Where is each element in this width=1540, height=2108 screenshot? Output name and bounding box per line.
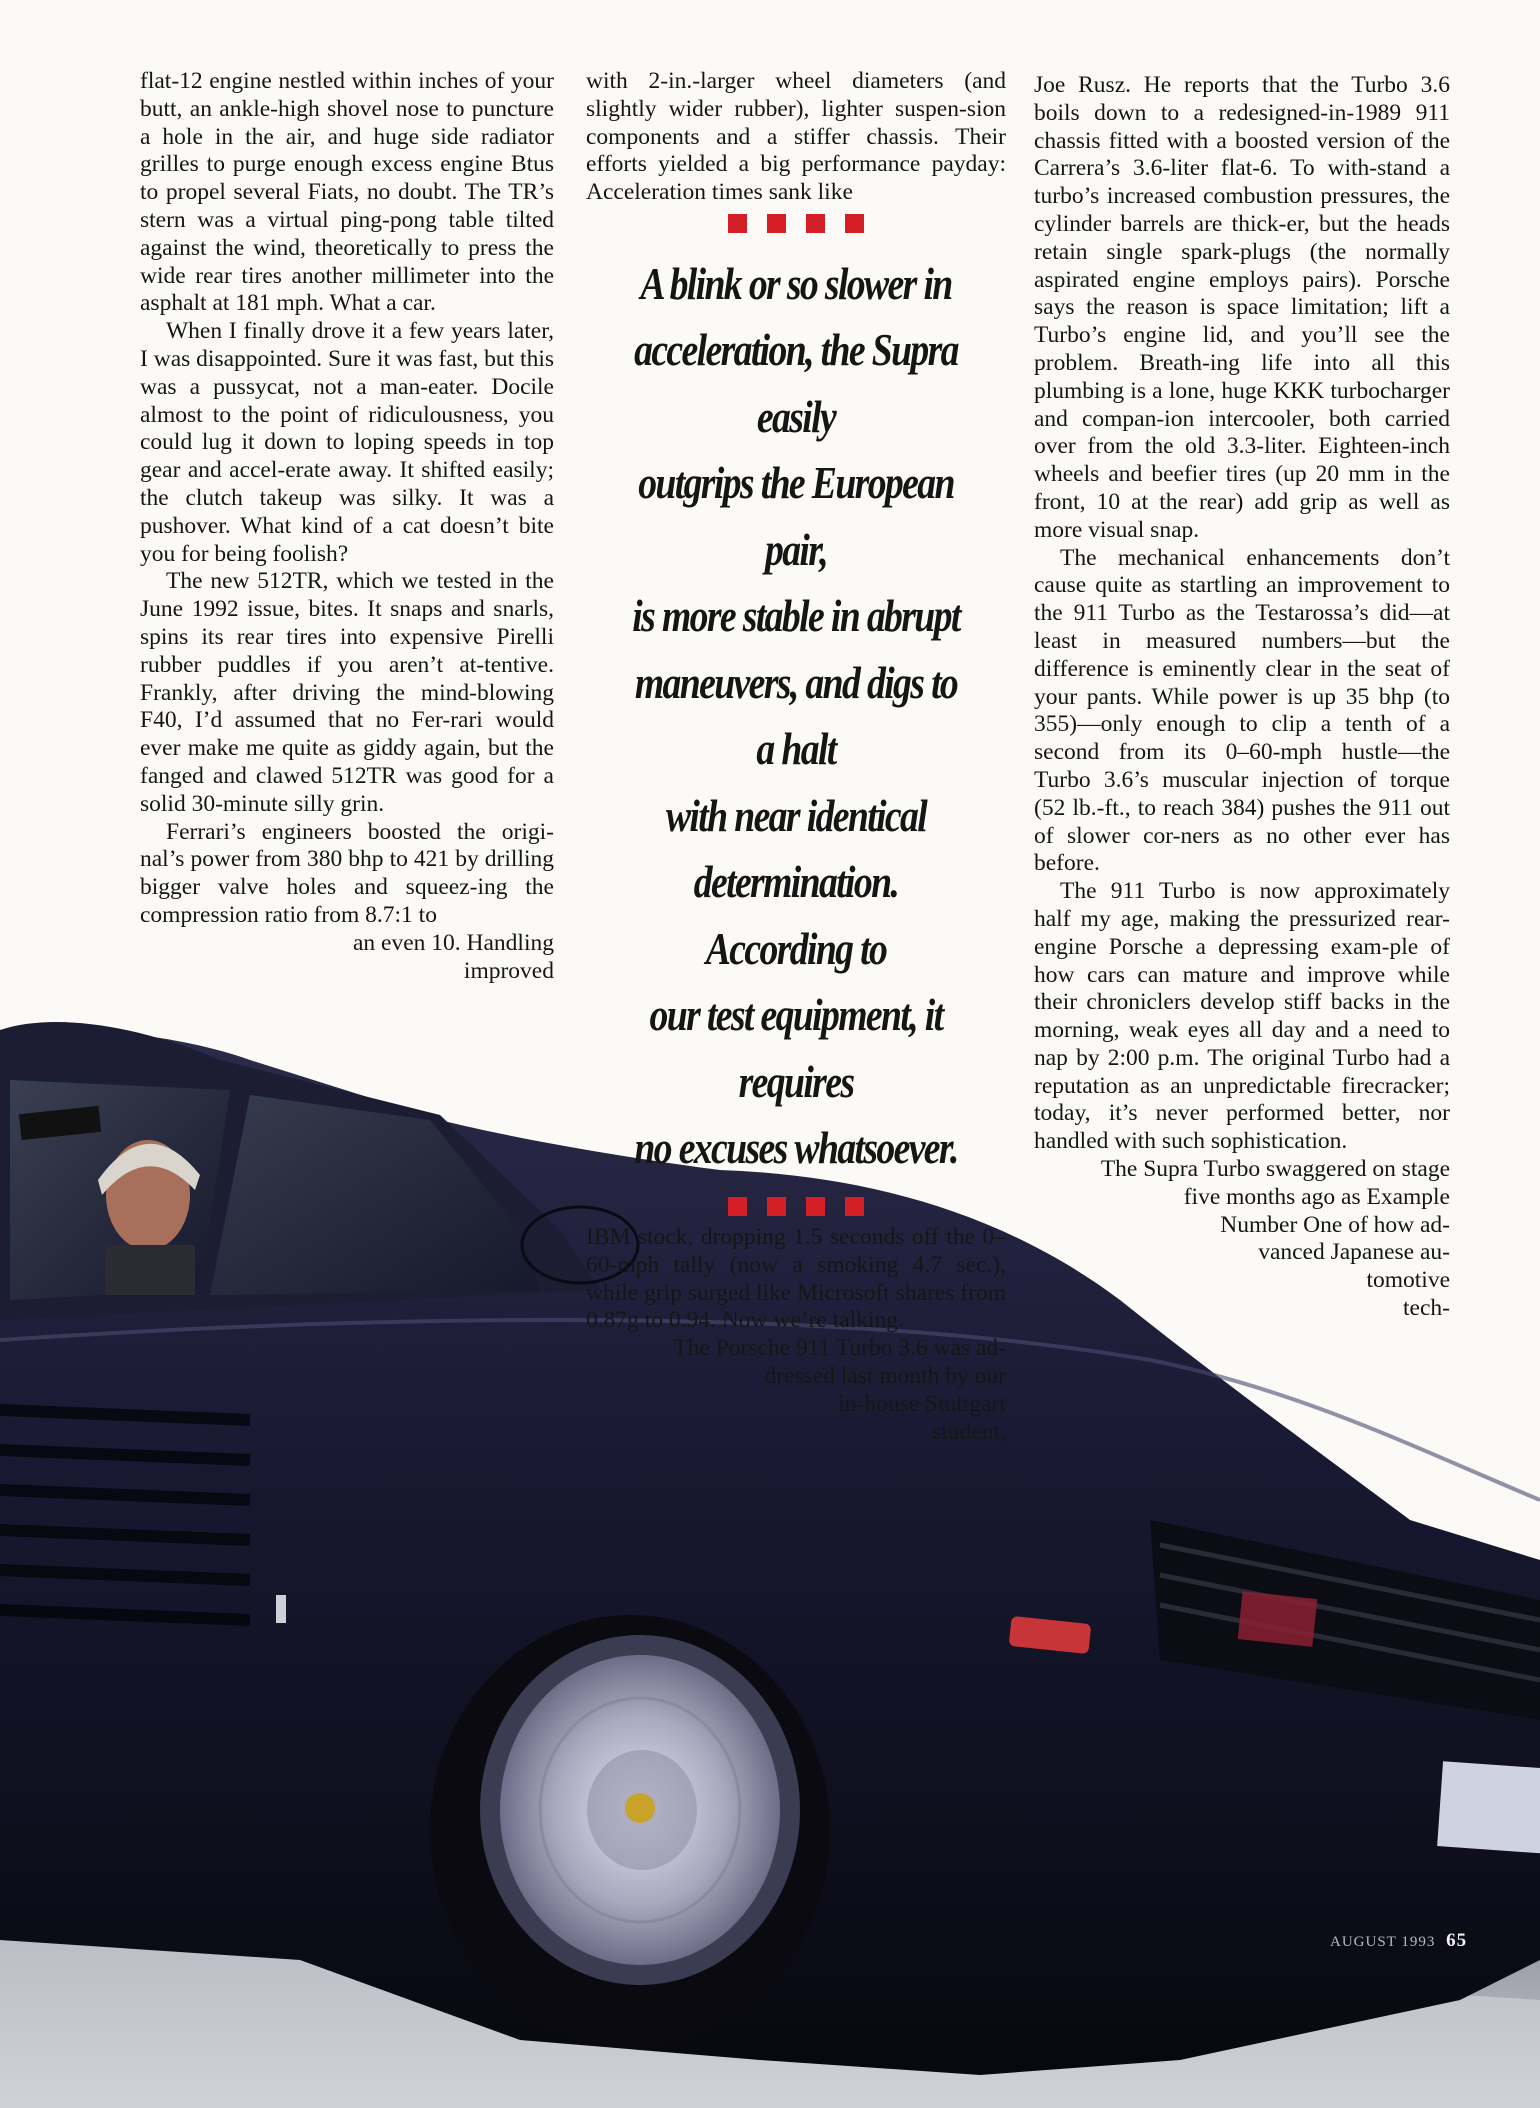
- red-square-icon: [728, 1197, 747, 1216]
- column-3: [1034, 72, 1450, 1323]
- page-footer: [1330, 1930, 1467, 1952]
- col3-paragraph-4-line: vanced Japanese au-: [1258, 1239, 1450, 1266]
- pull-quote-line: is more stable in abrupt: [632, 590, 960, 642]
- red-square-icon: [845, 214, 864, 233]
- col1-paragraph-4-line: improved: [463, 957, 554, 984]
- col1-paragraph-3: The new 512TR, which we tested in the June 1992 issue, bites. It snaps and snarls, spins its rear tires into expensive Pirelli rubber puddles if you aren’t at-tentive. Frankly, after driving the mind-blowing F40, I’d assumed that no Fer-rari would ever make me quite as giddy again, but the fanged and clawed 512TR was good for a solid 30-minute silly grin.: [140, 568, 554, 817]
- pull-quote-line: A blink or so slower in: [640, 257, 952, 309]
- col3-paragraph-4-line: tomotive: [1366, 1267, 1450, 1294]
- column-1: [140, 68, 554, 985]
- col3-paragraph-4-line: tech-: [1403, 1295, 1450, 1322]
- col1-paragraph-2: When I finally drove it a few years later, I was disappointed. Sure it was fast, but this was a pussycat, not a man-eater. Docile almost to the point of ridiculousness, you could lug it down to loping speeds in top gear and accel-erate away. It shifted easily; the clutch takeup was silky. It was a pushover. What kind of a cat doesn’t bite you for being foolish?: [140, 318, 554, 567]
- col3-paragraph-4-line: Number One of how ad-: [1220, 1211, 1450, 1238]
- pull-quote-line: with near identical: [665, 789, 927, 841]
- col1-paragraph-4-line: an even 10. Handling: [352, 929, 554, 956]
- col3-paragraph-4-line: five months ago as Example: [1183, 1183, 1450, 1210]
- col2-paragraph-2: IBM stock, dropping 1.5 seconds off the 0–60-mph tally (now a smoking 4.7 sec.), while grip surged like Microsoft shares from 0.87g to 0.94. Now we’re talking.: [586, 1223, 1006, 1334]
- red-square-icon: [806, 1197, 825, 1216]
- pull-quote: [624, 251, 968, 1182]
- pull-quote-line: maneuvers, and digs to a halt: [634, 656, 958, 775]
- pull-quote-line: acceleration, the Supra easily: [634, 324, 958, 442]
- pull-quote-line: our test equipment, it requires: [649, 989, 943, 1107]
- col2-paragraph-1: with 2-in.-larger wheel diameters (and slightly wider rubber), lighter suspen-sion components and a stiffer chassis. Their efforts yielded a big performance payday: Acceleration times sank like: [586, 68, 1006, 206]
- red-square-icon: [845, 1197, 864, 1216]
- pull-quote-line: no excuses whatsoever.: [634, 1122, 958, 1174]
- column-2: [586, 68, 1006, 1446]
- col3-paragraph-2: The mechanical enhancements don’t cause quite as startling an improvement to the 911 Turbo as the Testarossa’s did—at least in measured numbers—but the difference is eminently clear in the seat of your pants. While power is up 35 bhp (to 355)—only enough to clip a tenth of a second from its 0–60-mph hustle—the Turbo 3.6’s muscular injection of torque (52 lb.-ft., to reach 384) pushes the 911 out of slower cor-ners as no other ever has before.: [1034, 544, 1450, 877]
- red-square-icon: [728, 214, 747, 233]
- col2-paragraph-3-line: student,: [932, 1418, 1006, 1445]
- red-square-icon: [806, 214, 825, 233]
- col2-paragraph-3-line: dressed last month by our: [764, 1362, 1006, 1389]
- red-square-icon: [767, 1197, 786, 1216]
- col3-paragraph-4-line: The Supra Turbo swaggered on stage: [1100, 1156, 1450, 1183]
- col3-paragraph-1: Joe Rusz. He reports that the Turbo 3.6 boils down to a redesigned-in-1989 911 chassis fitted with a boosted version of the Carrera’s 3.6-liter flat-6. To with-stand a turbo’s increased combustion pressures, the cylinder barrels are thick-er, but the heads retain single spark-plugs (the normally aspirated engine employs pairs). Porsche says the reason is space limitation; lift a Turbo’s engine lid, and you’ll see the problem. Breath-ing life into all this plumbing is a lone, huge KKK turbocharger and compan-ion intercooler, both carried over from the old 3.3-liter. Eighteen-inch wheels and beefier tires (up 20 mm in the front, 10 at the rear) add grip as well as more visual snap.: [1034, 72, 1450, 543]
- red-square-icon: [767, 214, 786, 233]
- col2-paragraph-3-line: in-house Stuttgart: [838, 1390, 1006, 1417]
- issue-date: AUGUST 1993: [1330, 1934, 1436, 1950]
- page-number: 65: [1446, 1930, 1468, 1951]
- col3-paragraph-3: The 911 Turbo is now approximately half my age, making the pressurized rear-engine Porsche a depressing exam-ple of how cars can mature and improve while their chroniclers develop stiff backs in the morning, weak eyes all day and a need to nap by 2:00 p.m. The original Turbo had a reputation as an unpredictable firecracker; today, it’s never performed better, nor handled with such sophistication.: [1034, 878, 1450, 1155]
- col1-paragraph-4: Ferrari’s engineers boosted the origi-nal’s power from 380 bhp to 421 by drilling bigger valve holes and squeez-ing the compression ratio from 8.7:1 to: [140, 818, 554, 928]
- pull-quote-line: determination. According to: [693, 856, 899, 974]
- pull-quote-line: outgrips the European pair,: [638, 457, 954, 575]
- col1-paragraph-1: flat-12 engine nestled within inches of your butt, an ankle-high shovel nose to puncture a hole in the air, and huge side radiator grilles to purge enough excess engine Btus to propel several Fiats, no doubt. The TR’s stern was a virtual ping-pong table tilted against the wind, theoretically to press the wide rear tires another millimeter into the asphalt at 181 mph. What a car.: [140, 68, 554, 317]
- pull-quote-top-ornament: [586, 207, 1006, 241]
- col2-paragraph-3-line: The Porsche 911 Turbo 3.6 was ad-: [673, 1335, 1006, 1362]
- pull-quote-bottom-ornament: [586, 1190, 1006, 1224]
